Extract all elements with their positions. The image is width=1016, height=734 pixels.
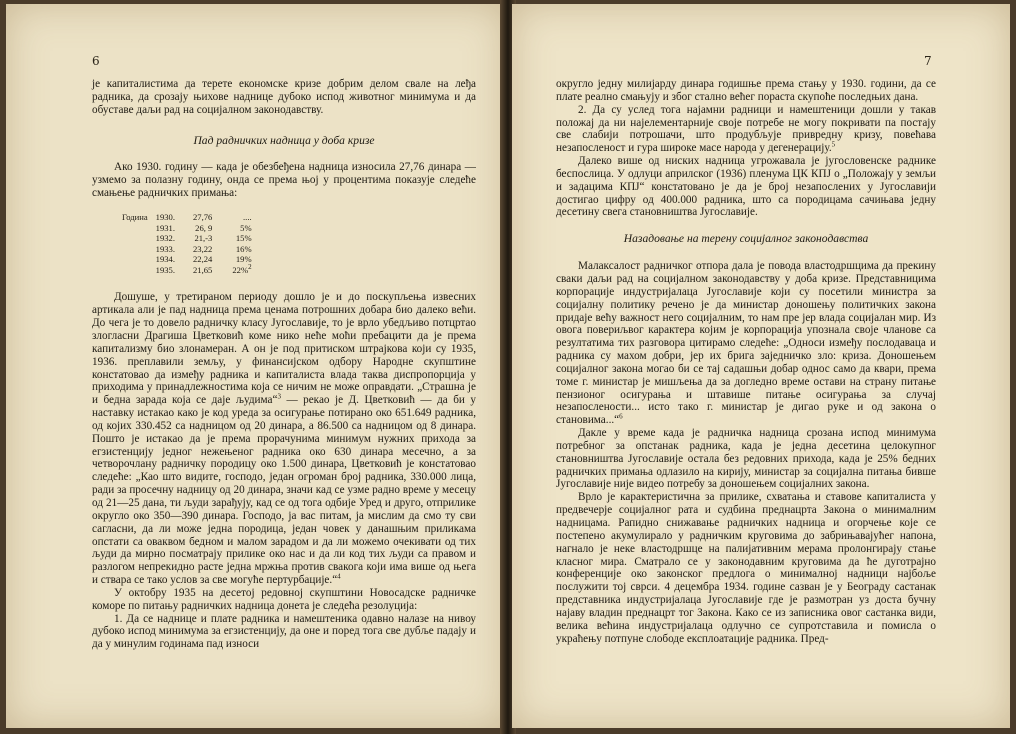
table-row <box>122 254 260 265</box>
table-value: 26, 9 <box>195 222 213 233</box>
footnote-marker: 2 <box>248 263 252 272</box>
table-row <box>122 223 260 234</box>
right-page-body <box>556 78 936 645</box>
paragraph: Малаксалост радничког отпора дала је повода властодршцима да прекину сваки даљи рад на социјалном законодавству у доба кризе. Представницима корпорације индустријалаца Југославије који су посетили министра за социјалну политику речено је да министар доношењу политичких закона придаје већу важност него социјалним, то нам пре јер влада социјалан мир. Из овога повериљвог карактера којим је корпорација упознала своје чланове са резултатима тих разговора цитирамо следеће: „Односи између послодаваца и радника су махом добри, јер их брига заједничко зло: криза. Доношењем социјалног закона могао би се тај садашњи добар однос само да квари, према томе г. министар је мишљења да за догледно време остави на страну питање пензионог осигурања и штавише питање осигурања за случај незапослености... исто тако г. министар је дигао руке и од закона о становима...“$^6$ <box>556 260 936 427</box>
table-percent: 5% <box>240 222 252 233</box>
paragraph: Врло је карактеристична за прилике, схватања и ставове капиталиста у предвечерје социјалног рата и судбина преднацрта Закона о минималним надницама. Рапидно снижавање радничких надница и огорчење које се постепено акумулирало у радничким круговима до забрињавајућег напона, нагнало је неке властодршце на палијативним мерама пролонгирају стање класног мира. Сматрало се у законодавним круговима да ће дуготрајно конференције око законског предлога о минималној надници најбоље послужити тој сврси. 4 децембра 1934. године сазван је у Београду састанак представника индустријалаца Југославије где је размотран уз доста бучну најаву владин преднацрт тог Закона. Како се из записника овог састанка види, велика већина индустријалаца одлучно се супротставила и помисла о украћењу потпуне слободе експлоатације радника. Пред- <box>556 491 936 645</box>
footnote-marker: 5 <box>831 140 836 149</box>
table-label <box>122 233 156 244</box>
table-year: 1931. <box>155 222 175 233</box>
table-percent: 22%$^2$ <box>232 263 252 275</box>
paragraph: Дакле у време када је радничка надница срозана испод минимума потребног за опстанак радника, када је једна десетина целокупног становништва Југославије остала без редовних прихода, када је 25% бедних радничких примања одлазило на кирију, министар за социјална питања бивше Југославије није видео потребу за доношењем социјалних закона. <box>556 427 936 491</box>
table-row <box>122 265 260 276</box>
table-label <box>122 254 156 265</box>
table-label <box>122 265 156 276</box>
page-number-right: 7 <box>924 54 932 68</box>
page-number-left: 6 <box>92 54 100 68</box>
footnote-marker: 4 <box>337 572 341 581</box>
section-heading: Пад радничких надница у доба кризе <box>193 133 375 147</box>
paragraph: је капиталистима да терете економске кризе добрим делом свале на леђа радника, да срозају њихове наднице дубоко испод животног минимума и да обуставе даљи рад на социјалном законодавству. <box>92 78 476 116</box>
table-row <box>122 212 260 223</box>
paragraph: 1. Да се наднице и плате радника и намештеника одавно налазе на нивоу дубоко испод минимума за егзистенцију, да оне и поред тога све дубље падају и да у минулим годинама пад износи <box>92 612 476 651</box>
table-year: 1932. <box>155 233 175 244</box>
table-year: 1933. <box>155 243 175 254</box>
left-page <box>6 4 506 728</box>
footnote-marker: 6 <box>619 412 623 421</box>
table-label <box>122 223 156 234</box>
footnote-marker: 3 <box>277 392 281 401</box>
table-percent: 16% <box>235 243 252 254</box>
right-page <box>512 4 1010 728</box>
table-percent: .... <box>243 211 252 222</box>
paragraph: Ако 1930. годину — када је обезбеђена надница износила 27,76 динара — узмемо за полазну годину, онда се према њој у процентима показује следеће смањење радничких примања: <box>92 161 476 200</box>
paragraph: Далеко више од ниских надница угрожавала је југословенске раднике беспослица. У одлуци априлског (1936) пленума ЦК КПЈ о „Положају у земљи и задацима КПЈ“ констатовано је да је број незапослених у Југославији достигао цифру од 400.000 радника, што са породицама сачињава једну десетину свега становништва Југославије. <box>556 155 936 219</box>
table-value: 27,76 <box>193 211 213 222</box>
table-label: Година <box>122 211 148 222</box>
table-value: 23,22 <box>193 243 213 254</box>
section-heading: Назадовање на терену социјалног законодавства <box>623 232 869 246</box>
table-value: 21,65 <box>193 264 213 275</box>
table-year: 1935. <box>155 264 175 275</box>
table-row <box>122 233 260 244</box>
paragraph: округло једну милијарду динара годишње према стању у 1930. години, да се плате реално смањују и због стално већег пораста скупоће последњих дана. <box>556 78 936 103</box>
table-percent: 19% <box>235 254 252 265</box>
table-year: 1930. <box>155 211 175 222</box>
table-value: 22,24 <box>193 254 213 265</box>
paragraph: У октобру 1935 на десетој редовној скупштини Новосадске радничке коморе по питању радничких надница донета је следећа резолуција: <box>92 586 476 612</box>
table-percent: 15% <box>235 233 252 244</box>
table-year: 1934. <box>155 254 175 265</box>
table-label <box>122 244 156 255</box>
paragraph: 2. Да су услед тога најамни радници и намештеници дошли у такав положај да ни најелементарније своје потребе не могу покривати па постају све слабији потрошачи, што продубљује привредну кризу, повећава незапосленост и гура широке масе народа у дегенерацију.$^5$ <box>556 103 936 155</box>
left-page-body <box>92 78 476 651</box>
table-row <box>122 244 260 255</box>
paragraph: Дошуше, у третираном периоду дошло је и до поскупљења извесних артикала али је пад надница према ценама потрошних добара био далеко већи. До чега је то довело радничку класу Југославије, то је врло убедљиво потцртао злогласни Драгиша Цветковић коме нико неће моћи пребацити да је према капитализму био злонамеран. А он је под притиском штрајкова који су 1935, 1936. преплавили земљу, у финансијском одбору Народне скупштине констатовао да између радника и капиталиста влада таква диспропорција у приходима у принадлежностима која се ничим не може оправдати. „Страшна је и бедна зарада која се даје људима“$^3$ — рекао је Д. Цветковић — да би у наставку истакао како је код уреда за осигурање потирано око 651.649 радника, од којих 330.452 са надницом од 20 динара, а 86.500 са надницом од 8 динара. Пошто је истакао да је према прорачунима минимум нужних прихода за егзистенцију једног нежењеног радника око 630 динара месечно, а за четворочлану радничку породицу око 1.500 динара, Цветковић је констатовао следеће: „Као што видите, господо, један огроман број радника, 330.000 лица, ради за просечну надницу од 20 динара, значи кад се узме радно време у месецу од 21—25 дана, ти људи зарађују, кад се од тога одбије Уред и друго, отприлике округло око 350—390 динара. Господо, ја вас питам, ја мислим да смо ту сви сагласни, да ли може једна породица, један човек у данашњим приликама опстати са оваквом бедном и малом зарадом и да ли можемо очекивати од тих људи да мирно посматрају прилике око нас и да ли код тих људи са правом и разлогом непрекидно расте једна мржња против свакога који има више од њега и ствара се тако услов за све могуће пертурбације.“$^4$ <box>92 291 476 587</box>
table-value: 21,-3 <box>194 233 213 244</box>
wage-table <box>122 212 260 276</box>
